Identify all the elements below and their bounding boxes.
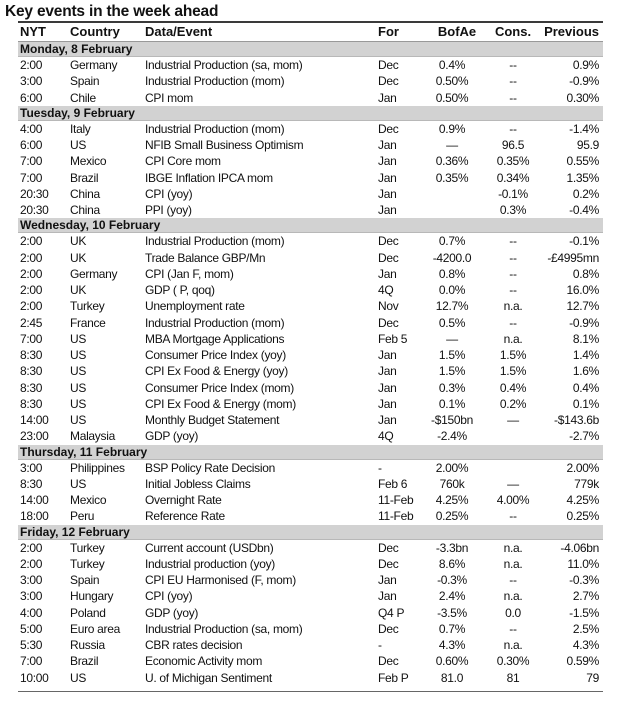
cell-time: 7:00 <box>20 331 43 346</box>
cell-for: Q4 P <box>378 605 405 620</box>
cell-bofa-estimate: 0.4% <box>438 58 466 72</box>
cell-event: IBGE Inflation IPCA mom <box>145 170 273 185</box>
cell-event: Industrial Production (mom) <box>145 121 285 136</box>
cell-previous: 0.55% <box>566 154 599 169</box>
cell-country: China <box>70 203 100 217</box>
cell-for: - <box>378 460 382 475</box>
cell-for: Jan <box>378 396 397 411</box>
cell-country: Germany <box>70 58 118 72</box>
cell-event: Economic Activity mom <box>145 654 263 669</box>
cell-consensus: -- <box>509 234 517 249</box>
cell-consensus: -- <box>509 315 517 330</box>
cell-time: 2:00 <box>20 250 43 265</box>
cell-event: CPI Core mom <box>145 154 221 169</box>
day-section-header: Monday, 8 February <box>18 42 603 57</box>
table-row <box>18 412 603 428</box>
cell-for: Jan <box>378 573 397 587</box>
cell-bofa-estimate: 0.60% <box>435 654 469 669</box>
cell-for: Nov <box>378 299 399 314</box>
cell-bofa-estimate: 0.9% <box>438 121 466 136</box>
cell-consensus: n.a. <box>503 299 523 314</box>
cell-previous: 1.6% <box>572 364 599 379</box>
cell-time: 20:30 <box>20 203 49 217</box>
cell-consensus: n.a. <box>503 556 523 571</box>
cell-event: Industrial Production (sa, mom) <box>145 58 303 72</box>
table-row <box>18 363 603 379</box>
cell-for: Feb 6 <box>378 476 408 491</box>
cell-for: Dec <box>378 654 399 669</box>
cell-time: 8:30 <box>20 380 43 395</box>
cell-previous: -0.3% <box>569 573 599 587</box>
cell-for: Jan <box>378 138 397 152</box>
header-cons: Cons. <box>494 24 532 39</box>
table-body <box>18 42 603 686</box>
cell-for: Jan <box>378 154 397 169</box>
cell-consensus: 0.0 <box>505 605 521 620</box>
cell-event: Monthly Budget Statement <box>145 413 280 427</box>
bottom-divider <box>18 691 603 692</box>
cell-for: Dec <box>378 121 399 136</box>
cell-bofa-estimate: 0.3% <box>438 380 466 395</box>
table-row <box>18 121 603 137</box>
table-row <box>18 73 603 89</box>
cell-country: Poland <box>70 605 106 620</box>
cell-time: 2:00 <box>20 540 43 555</box>
cell-bofa-estimate: 0.8% <box>438 266 466 281</box>
day-section-header: Friday, 12 February <box>18 525 603 540</box>
cell-previous: 11.0% <box>567 556 599 571</box>
cell-event: PPI (yoy) <box>145 203 192 217</box>
cell-bofa-estimate: 2.4% <box>438 589 466 604</box>
header-for: For <box>378 24 399 39</box>
cell-for: 11-Feb <box>378 509 414 524</box>
cell-country: Spain <box>70 74 100 89</box>
cell-event: U. of Michigan Sentiment <box>145 670 272 685</box>
cell-time: 6:00 <box>20 138 43 152</box>
table-row <box>18 266 603 282</box>
cell-previous: 8.1% <box>572 331 599 346</box>
cell-previous: 0.8% <box>572 266 599 281</box>
cell-country: US <box>70 670 87 685</box>
cell-bofa-estimate: 0.7% <box>438 234 466 249</box>
cell-bofa-estimate: 12.7% <box>435 299 469 314</box>
cell-for: Feb 5 <box>378 331 408 346</box>
cell-bofa-estimate: 0.50% <box>435 74 469 89</box>
cell-event: Industrial Production (mom) <box>145 234 285 249</box>
cell-bofa-estimate: 0.36% <box>435 154 469 169</box>
cell-event: Consumer Price Index (yoy) <box>145 348 286 362</box>
cell-previous: 0.30% <box>566 90 599 105</box>
table-row <box>18 250 603 266</box>
cell-time: 8:30 <box>20 476 43 491</box>
cell-country: UK <box>70 234 87 249</box>
cell-for: Jan <box>378 90 397 105</box>
cell-country: US <box>70 331 87 346</box>
table-row <box>18 347 603 363</box>
cell-previous: -1.5% <box>569 605 599 620</box>
cell-for: Dec <box>378 58 399 72</box>
table-row <box>18 670 603 686</box>
table-row <box>18 90 603 106</box>
cell-previous: 2.7% <box>572 589 599 604</box>
cell-event: NFIB Small Business Optimism <box>145 138 304 152</box>
cell-event: Initial Jobless Claims <box>145 476 251 491</box>
cell-event: Trade Balance GBP/Mn <box>145 250 266 265</box>
cell-time: 5:00 <box>20 621 43 636</box>
cell-country: Euro area <box>70 621 120 636</box>
cell-event: Industrial Production (mom) <box>145 74 285 89</box>
cell-time: 14:00 <box>20 413 49 427</box>
cell-bofa-estimate: 0.25% <box>435 509 469 524</box>
cell-time: 2:00 <box>20 299 43 314</box>
cell-time: 4:00 <box>20 605 43 620</box>
cell-for: Dec <box>378 556 399 571</box>
cell-for: Jan <box>378 266 397 281</box>
cell-country: US <box>70 476 87 491</box>
cell-time: 23:00 <box>20 429 49 444</box>
cell-time: 10:00 <box>20 670 49 685</box>
cell-bofa-estimate: 0.1% <box>438 396 466 411</box>
cell-bofa-estimate: 0.7% <box>438 621 466 636</box>
cell-consensus: 0.4% <box>499 380 527 395</box>
table-row <box>18 331 603 347</box>
cell-consensus: -- <box>509 573 517 587</box>
cell-time: 7:00 <box>20 654 43 669</box>
table-row <box>18 476 603 492</box>
cell-time: 7:00 <box>20 170 43 185</box>
cell-previous: 16.0% <box>566 283 599 297</box>
cell-for: Dec <box>378 250 399 265</box>
cell-time: 2:00 <box>20 58 43 72</box>
cell-consensus: -- <box>509 283 517 297</box>
cell-time: 2:45 <box>20 315 43 330</box>
cell-country: Mexico <box>70 154 107 169</box>
cell-bofa-estimate: 0.35% <box>435 170 469 185</box>
cell-country: Hungary <box>70 589 114 604</box>
cell-bofa-estimate: -$150bn <box>431 413 473 427</box>
cell-consensus: -- <box>509 74 517 89</box>
table-row <box>18 202 603 218</box>
cell-previous: -0.4% <box>569 203 599 217</box>
cell-previous: 0.9% <box>572 58 599 72</box>
cell-country: Italy <box>70 121 91 136</box>
cell-country: Mexico <box>70 493 107 507</box>
cell-event: Current account (USDbn) <box>145 540 274 555</box>
cell-country: Peru <box>70 509 95 524</box>
table-row <box>18 460 603 476</box>
header-event: Data/Event <box>145 24 213 39</box>
table-row <box>18 556 603 572</box>
header-previous: Previous <box>544 24 599 39</box>
cell-consensus: n.a. <box>503 540 523 555</box>
table-row <box>18 653 603 669</box>
table-row <box>18 282 603 298</box>
cell-for: Jan <box>378 380 397 395</box>
cell-for: Jan <box>378 589 397 604</box>
day-section-header: Thursday, 11 February <box>18 445 603 460</box>
cell-country: US <box>70 380 87 395</box>
cell-bofa-estimate: 0.5% <box>438 315 466 330</box>
cell-bofa-estimate: -3.3bn <box>435 540 469 555</box>
cell-time: 20:30 <box>20 186 49 201</box>
header-bofa: BofAe <box>437 24 477 39</box>
page-title: Key events in the week ahead <box>5 3 219 20</box>
cell-consensus: 81 <box>506 670 520 685</box>
cell-previous: 4.25% <box>566 493 599 507</box>
table-row <box>18 396 603 412</box>
table-row <box>18 540 603 556</box>
cell-previous: -4.06bn <box>560 540 599 555</box>
cell-bofa-estimate: — <box>446 138 458 152</box>
cell-previous: 1.35% <box>566 170 599 185</box>
table-row <box>18 380 603 396</box>
cell-consensus: — <box>507 476 519 491</box>
cell-time: 2:00 <box>20 266 43 281</box>
cell-event: CPI Ex Food & Energy (mom) <box>145 396 296 411</box>
cell-bofa-estimate: -0.3% <box>437 573 467 587</box>
cell-for: Jan <box>378 186 397 201</box>
cell-country: Brazil <box>70 654 99 669</box>
table-row <box>18 508 603 524</box>
cell-consensus: 1.5% <box>499 348 527 362</box>
cell-time: 3:00 <box>20 573 43 587</box>
cell-time: 4:00 <box>20 121 43 136</box>
cell-consensus: n.a. <box>503 638 523 652</box>
table-row <box>18 57 603 73</box>
table-header <box>18 23 603 42</box>
cell-country: US <box>70 348 87 362</box>
cell-consensus: 96.5 <box>501 138 525 152</box>
cell-country: China <box>70 186 100 201</box>
cell-for: Dec <box>378 621 399 636</box>
cell-previous: -0.1% <box>569 234 599 249</box>
header-country: Country <box>70 24 120 39</box>
cell-event: Industrial Production (mom) <box>145 315 285 330</box>
cell-time: 3:00 <box>20 74 43 89</box>
table-row <box>18 621 603 637</box>
cell-previous: 2.5% <box>572 621 599 636</box>
cell-consensus: -- <box>509 250 517 265</box>
cell-country: UK <box>70 250 87 265</box>
cell-country: Spain <box>70 573 100 587</box>
cell-time: 3:00 <box>20 460 43 475</box>
cell-event: CPI EU Harmonised (F, mom) <box>145 573 296 587</box>
cell-for: Dec <box>378 540 399 555</box>
cell-for: Jan <box>378 203 397 217</box>
cell-consensus: -- <box>509 121 517 136</box>
cell-event: CBR rates decision <box>145 638 243 652</box>
table-row <box>18 153 603 169</box>
cell-previous: 79 <box>586 670 599 685</box>
table-row <box>18 315 603 331</box>
cell-previous: 95.9 <box>576 138 599 152</box>
cell-previous: -0.9% <box>569 74 599 89</box>
cell-consensus: -- <box>509 266 517 281</box>
cell-time: 8:30 <box>20 364 43 379</box>
cell-country: US <box>70 364 87 379</box>
cell-consensus: n.a. <box>503 331 523 346</box>
cell-event: CPI mom <box>145 90 193 105</box>
cell-time: 5:30 <box>20 638 43 652</box>
cell-consensus: 0.3% <box>499 203 527 217</box>
cell-for: 4Q <box>378 283 394 297</box>
cell-bofa-estimate: -2.4% <box>437 429 467 444</box>
cell-event: CPI (yoy) <box>145 589 193 604</box>
cell-bofa-estimate: 81.0 <box>440 670 464 685</box>
cell-time: 8:30 <box>20 348 43 362</box>
cell-for: Dec <box>378 234 399 249</box>
cell-country: Turkey <box>70 540 105 555</box>
cell-consensus: -0.1% <box>498 186 528 201</box>
cell-country: US <box>70 138 87 152</box>
day-section-header: Wednesday, 10 February <box>18 218 603 233</box>
table-row <box>18 588 603 604</box>
cell-event: Reference Rate <box>145 509 225 524</box>
cell-previous: -2.7% <box>569 429 599 444</box>
cell-bofa-estimate: 4.3% <box>438 638 466 652</box>
cell-consensus: -- <box>509 90 517 105</box>
cell-consensus: -- <box>509 621 517 636</box>
header-time: NYT <box>20 24 46 39</box>
cell-bofa-estimate: -4200.0 <box>432 250 472 265</box>
cell-for: - <box>378 638 382 652</box>
cell-previous: 779k <box>574 476 599 491</box>
cell-previous: -0.9% <box>569 315 599 330</box>
cell-previous: -$143.6b <box>554 413 599 427</box>
cell-bofa-estimate: 8.6% <box>438 556 466 571</box>
cell-country: France <box>70 315 106 330</box>
table-row <box>18 137 603 153</box>
cell-consensus: -- <box>509 58 517 72</box>
cell-bofa-estimate: 1.5% <box>438 364 466 379</box>
cell-consensus: 0.2% <box>499 396 527 411</box>
cell-for: 4Q <box>378 429 394 444</box>
cell-event: GDP (yoy) <box>145 429 199 444</box>
cell-time: 14:00 <box>20 493 49 507</box>
cell-bofa-estimate: 760k <box>439 476 465 491</box>
cell-country: US <box>70 396 87 411</box>
cell-consensus: 0.35% <box>496 154 530 169</box>
table-row <box>18 572 603 588</box>
table-row <box>18 492 603 508</box>
cell-for: Jan <box>378 364 397 379</box>
cell-consensus: -- <box>509 509 517 524</box>
cell-country: UK <box>70 283 87 297</box>
cell-for: Jan <box>378 348 397 362</box>
cell-event: CPI Ex Food & Energy (yoy) <box>145 364 288 379</box>
table-row <box>18 170 603 186</box>
cell-event: Industrial Production (sa, mom) <box>145 621 303 636</box>
cell-consensus: 0.34% <box>496 170 530 185</box>
cell-event: CPI (yoy) <box>145 186 193 201</box>
cell-bofa-estimate: — <box>446 331 458 346</box>
cell-event: Consumer Price Index (mom) <box>145 380 294 395</box>
cell-previous: 4.3% <box>572 638 599 652</box>
cell-previous: -1.4% <box>569 121 599 136</box>
cell-bofa-estimate: 0.50% <box>435 90 469 105</box>
cell-previous: 0.59% <box>566 654 599 669</box>
table-row <box>18 428 603 444</box>
cell-time: 6:00 <box>20 90 43 105</box>
table-row <box>18 233 603 249</box>
cell-event: MBA Mortgage Applications <box>145 331 285 346</box>
cell-bofa-estimate: -3.5% <box>437 605 467 620</box>
cell-previous: 0.4% <box>572 380 599 395</box>
cell-bofa-estimate: 4.25% <box>435 493 469 507</box>
cell-bofa-estimate: 1.5% <box>438 348 466 362</box>
cell-country: Turkey <box>70 556 105 571</box>
cell-event: Industrial production (yoy) <box>145 556 275 571</box>
cell-previous: 2.00% <box>566 460 599 475</box>
cell-consensus: 1.5% <box>499 364 527 379</box>
events-table <box>18 23 603 686</box>
cell-country: US <box>70 413 87 427</box>
cell-country: Malaysia <box>70 429 115 444</box>
cell-for: 11-Feb <box>378 493 414 507</box>
cell-country: Brazil <box>70 170 99 185</box>
cell-country: Chile <box>70 90 96 105</box>
cell-previous: 0.1% <box>572 396 599 411</box>
cell-for: Jan <box>378 413 397 427</box>
table-row <box>18 637 603 653</box>
cell-previous: 0.25% <box>566 509 599 524</box>
cell-consensus: 4.00% <box>496 493 530 507</box>
cell-country: Philippines <box>70 460 125 475</box>
cell-time: 8:30 <box>20 396 43 411</box>
cell-event: BSP Policy Rate Decision <box>145 460 275 475</box>
cell-for: Feb P <box>378 670 409 685</box>
cell-time: 3:00 <box>20 589 43 604</box>
cell-country: Germany <box>70 266 118 281</box>
cell-consensus: n.a. <box>503 589 523 604</box>
cell-time: 2:00 <box>20 283 43 297</box>
cell-event: GDP (yoy) <box>145 605 199 620</box>
cell-previous: 12.7% <box>566 299 599 314</box>
cell-previous: -£4995mn <box>547 250 599 265</box>
cell-time: 7:00 <box>20 154 43 169</box>
cell-previous: 1.4% <box>572 348 599 362</box>
cell-consensus: — <box>507 413 519 427</box>
cell-for: Dec <box>378 74 399 89</box>
cell-time: 18:00 <box>20 509 49 524</box>
cell-event: CPI (Jan F, mom) <box>145 266 234 281</box>
cell-time: 2:00 <box>20 556 43 571</box>
cell-event: Unemployment rate <box>145 299 245 314</box>
table-row <box>18 605 603 621</box>
cell-for: Dec <box>378 315 399 330</box>
cell-for: Jan <box>378 170 397 185</box>
cell-previous: 0.2% <box>572 186 599 201</box>
cell-country: Turkey <box>70 299 105 314</box>
cell-consensus: 0.30% <box>496 654 530 669</box>
cell-country: Russia <box>70 638 105 652</box>
cell-event: Overnight Rate <box>145 493 222 507</box>
table-row <box>18 186 603 202</box>
cell-time: 2:00 <box>20 234 43 249</box>
cell-event: GDP ( P, qoq) <box>145 283 215 297</box>
table-row <box>18 298 603 314</box>
day-section-header: Tuesday, 9 February <box>18 106 603 121</box>
cell-bofa-estimate: 2.00% <box>435 460 469 475</box>
cell-bofa-estimate: 0.0% <box>438 283 466 297</box>
